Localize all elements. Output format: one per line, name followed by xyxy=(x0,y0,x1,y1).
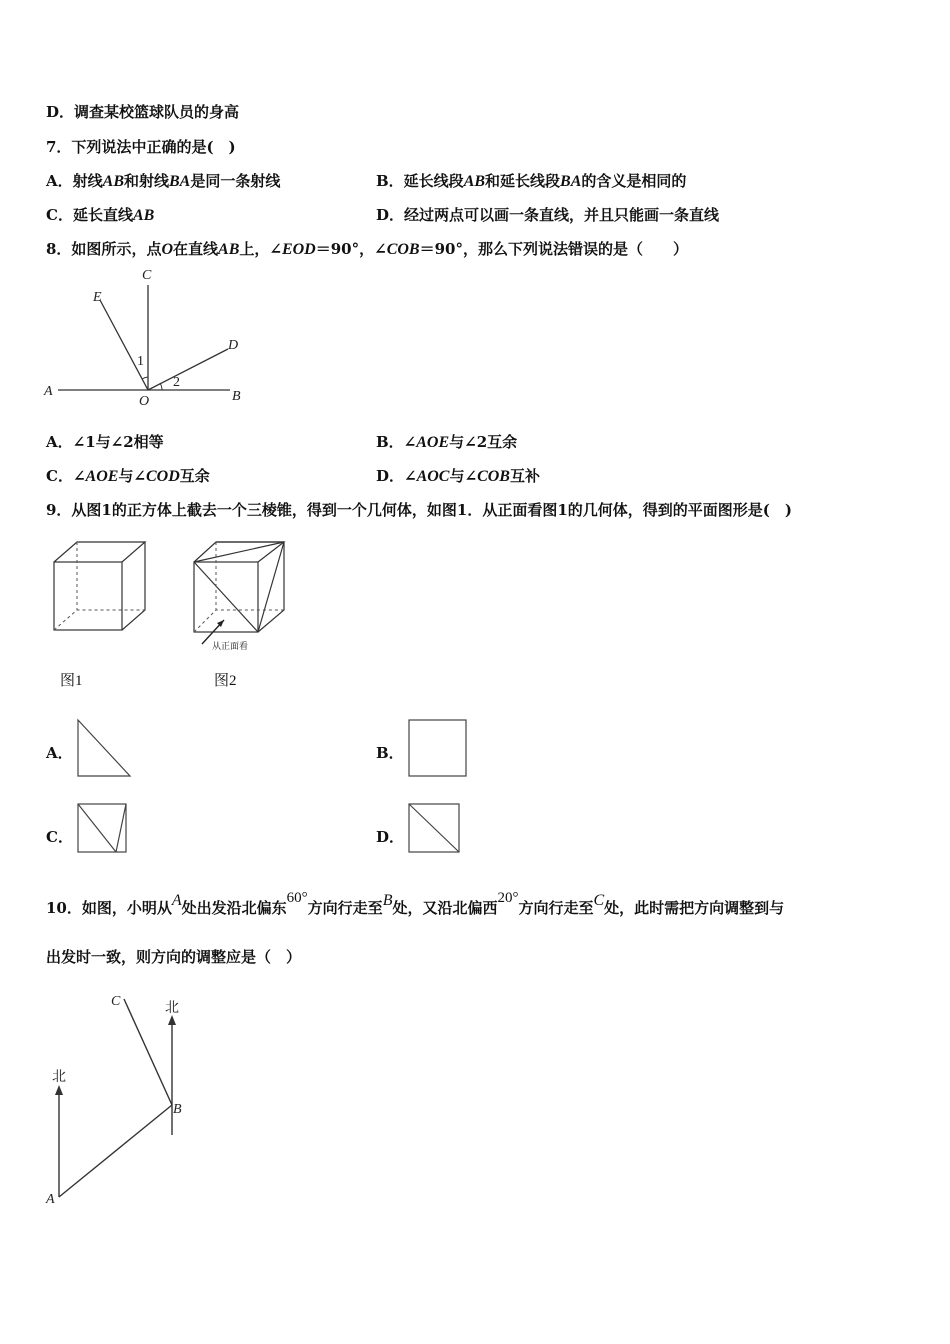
q9-option-b: B． xyxy=(376,744,404,762)
label-c: C xyxy=(142,268,152,283)
q8-stem: 8．如图所示，点O在直线AB上，∠EOD＝90°，∠COB＝90°，那么下列说法错误的是（ ） xyxy=(46,240,688,258)
ray-oe xyxy=(100,300,148,390)
label-b: B xyxy=(173,1102,182,1117)
q8-angle-figure xyxy=(40,265,260,410)
q8-option-b: B．∠AOE与∠2互余 xyxy=(376,433,518,451)
north-label-b: 北 xyxy=(165,1000,179,1016)
q9-option-d: D． xyxy=(376,828,405,846)
q7-stem: 7．下列说法中正确的是( ) xyxy=(46,138,236,156)
front-view-label: 从正面看 xyxy=(212,642,249,652)
q7-option-b: B．延长线段AB和延长线段BA的含义是相同的 xyxy=(376,172,687,190)
q9-figure-2-solid xyxy=(190,538,300,653)
label-a: A xyxy=(44,384,53,399)
q10-direction-figure xyxy=(40,985,210,1210)
angle-1-arc xyxy=(142,377,148,379)
q7-option-c: C．延长直线AB xyxy=(46,206,155,224)
angle-2-arc xyxy=(160,383,162,390)
q9-option-b-shape xyxy=(407,718,469,778)
segment-ab xyxy=(59,1105,172,1197)
q8-option-a: A．∠1与∠2相等 xyxy=(46,433,164,451)
q9-option-c: C． xyxy=(46,828,73,846)
q9-option-c-shape xyxy=(76,802,128,854)
label-c: C xyxy=(111,994,121,1009)
figure-2-caption: 图2 xyxy=(214,673,237,689)
q10-stem-line-2: 出发时一致，则方向的调整应是（ ） xyxy=(46,948,302,966)
q6-option-d: D．调查某校篮球队员的身高 xyxy=(46,103,240,121)
q8-option-c: C．∠AOE与∠COD互余 xyxy=(46,467,210,485)
q9-option-a-shape xyxy=(76,718,132,778)
label-o: O xyxy=(139,394,150,409)
label-angle-1: 1 xyxy=(137,354,144,369)
q9-stem: 9．从图1的正方体上截去一个三棱锥，得到一个几何体，如图1．从正面看图1的几何体，得到的平面图形是( ) xyxy=(46,501,792,519)
figure-1-caption: 图1 xyxy=(60,673,83,689)
label-angle-2: 2 xyxy=(173,375,180,390)
label-a: A xyxy=(46,1192,55,1207)
q10-stem-line-1: 10．如图，小明从A处出发沿北偏东60°方向行走至B处，又沿北偏西20°方向行走至C处，此时需把方向调整到与 xyxy=(46,890,785,917)
label-b: B xyxy=(232,389,241,404)
label-d: D xyxy=(228,338,239,353)
q7-option-d: D．经过两点可以画一条直线，并且只能画一条直线 xyxy=(376,206,720,224)
q9-option-a: A． xyxy=(46,744,73,762)
label-e: E xyxy=(93,290,102,305)
q7-option-a: A．射线AB和射线BA是同一条射线 xyxy=(46,172,281,190)
north-label-a: 北 xyxy=(52,1069,66,1085)
q9-figure-1-cube xyxy=(50,538,155,638)
q8-option-d: D．∠AOC与∠COB互补 xyxy=(376,467,540,485)
q9-option-d-shape xyxy=(407,802,461,854)
